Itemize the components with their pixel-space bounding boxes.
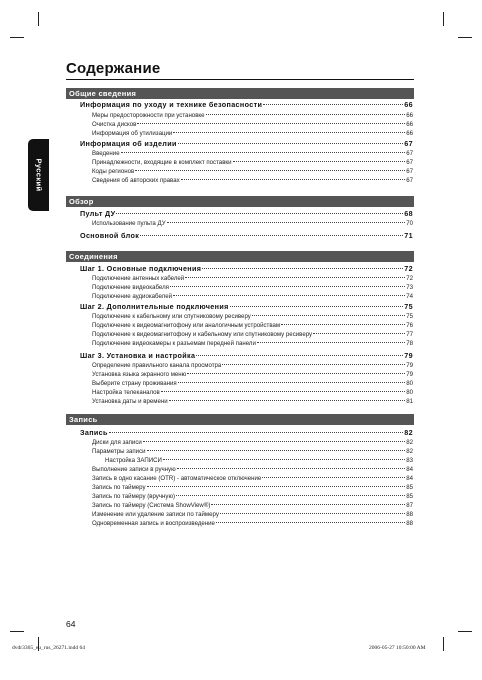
- toc-entry[interactable]: [92, 484, 413, 491]
- toc-leader-dots: [140, 235, 403, 236]
- toc-entry[interactable]: [92, 284, 413, 291]
- toc-entry-title: Подключение к кабельному или спутниковому ресиверу: [92, 313, 251, 320]
- crop-mark: [443, 12, 444, 26]
- toc-entry[interactable]: [92, 150, 413, 157]
- toc-entry-page: 68: [404, 209, 413, 218]
- toc-entry[interactable]: [92, 439, 413, 446]
- toc-leader-dots: [257, 342, 405, 343]
- toc-entry[interactable]: [92, 130, 413, 137]
- toc-entry[interactable]: [80, 351, 413, 360]
- toc-entry-page: 79: [406, 362, 413, 369]
- toc-entry-page: 74: [406, 293, 413, 300]
- toc-entry[interactable]: [80, 428, 413, 437]
- toc-entry[interactable]: [92, 112, 413, 119]
- toc-entry-page: 78: [406, 340, 413, 347]
- toc-entry[interactable]: [80, 209, 413, 218]
- toc-entry-page: 73: [406, 284, 413, 291]
- toc-entry[interactable]: [80, 100, 413, 109]
- toc-leader-dots: [178, 382, 406, 383]
- toc-entry-page: 70: [406, 220, 413, 227]
- toc-entry-page: 66: [406, 130, 413, 137]
- toc-entry-page: 85: [406, 493, 413, 500]
- toc-entry[interactable]: [92, 380, 413, 387]
- toc-entry[interactable]: [80, 231, 413, 240]
- toc-entry-title: Одновременная запись и воспроизведение: [92, 520, 215, 527]
- toc-leader-dots: [206, 114, 406, 115]
- toc-entry[interactable]: [92, 340, 413, 347]
- toc-entry-page: 67: [406, 177, 413, 184]
- toc-entry-title: Шаг 2. Дополнительные подключения: [80, 302, 229, 311]
- toc-leader-dots: [176, 495, 405, 496]
- crop-mark: [443, 637, 444, 651]
- toc-entry-title: Подключение к видеомагнитофону или аналогичным устройствам: [92, 322, 281, 329]
- toc-entry[interactable]: [92, 121, 413, 128]
- toc-entry-title: Выполнение записи в ручную: [92, 466, 176, 473]
- toc-entry-title: Пульт ДУ: [80, 209, 116, 218]
- toc-entry-page: 83: [406, 457, 413, 464]
- toc-entry-title: Шаг 3. Установка и настройка: [80, 351, 196, 360]
- toc-leader-dots: [173, 132, 405, 133]
- toc-leader-dots: [135, 170, 405, 171]
- toc-entry-title: Введение: [92, 150, 120, 157]
- toc-entry[interactable]: [80, 264, 413, 273]
- toc-entry[interactable]: [92, 275, 413, 282]
- toc-entry-page: 67: [406, 159, 413, 166]
- toc-leader-dots: [222, 364, 405, 365]
- toc-entry[interactable]: [92, 168, 413, 175]
- toc-entry[interactable]: [92, 493, 413, 500]
- toc-entry[interactable]: [92, 331, 413, 338]
- toc-entry-page: 72: [404, 264, 413, 273]
- toc-entry-page: 84: [406, 475, 413, 482]
- toc-leader-dots: [185, 277, 405, 278]
- toc-leader-dots: [233, 161, 406, 162]
- title-rule: [66, 79, 414, 80]
- toc-entry[interactable]: [92, 448, 413, 455]
- toc-leader-dots: [116, 213, 403, 214]
- toc-entry-page: 66: [406, 112, 413, 119]
- toc-entry[interactable]: [92, 475, 413, 482]
- toc-entry[interactable]: [92, 322, 413, 329]
- page-title: Содержание: [66, 60, 161, 77]
- toc-entry-title: Настройка телеканалов: [92, 389, 160, 396]
- toc-leader-dots: [252, 315, 405, 316]
- toc-entry-page: 75: [404, 302, 413, 311]
- section-header: Запись: [66, 414, 414, 425]
- toc-entry[interactable]: [92, 502, 413, 509]
- crop-mark: [10, 37, 24, 38]
- toc-leader-dots: [263, 104, 403, 105]
- toc-entry-title: Запись по таймеру (вручную): [92, 493, 176, 500]
- toc-entry[interactable]: [92, 466, 413, 473]
- toc-entry[interactable]: [92, 389, 413, 396]
- toc-entry-title: Параметры записи: [92, 448, 146, 455]
- toc-leader-dots: [196, 355, 403, 356]
- toc-leader-dots: [216, 522, 405, 523]
- toc-entry-title: Подключение аудиокабелей: [92, 293, 172, 300]
- toc-entry-title: Диски для записи: [92, 439, 142, 446]
- toc-leader-dots: [170, 286, 405, 287]
- toc-leader-dots: [262, 477, 405, 478]
- toc-entry[interactable]: [92, 362, 413, 369]
- toc-entry-page: 88: [406, 511, 413, 518]
- toc-leader-dots: [167, 222, 406, 223]
- toc-entry-title: Информация об утилизации: [92, 130, 173, 137]
- toc-entry-title: Коды регионов: [92, 168, 135, 175]
- toc-entry-title: Шаг 1. Основные подключения: [80, 264, 202, 273]
- toc-entry[interactable]: [92, 177, 413, 184]
- toc-leader-dots: [313, 333, 405, 334]
- toc-entry-page: 66: [404, 100, 413, 109]
- page-number: 64: [66, 619, 76, 629]
- toc-entry-title: Использование пульта ДУ: [92, 220, 166, 227]
- toc-entry[interactable]: [105, 457, 413, 464]
- toc-entry-title: Установка даты и времени: [92, 398, 168, 405]
- section-2: [66, 251, 414, 262]
- toc-entry[interactable]: [92, 159, 413, 166]
- toc-leader-dots: [137, 123, 405, 124]
- toc-entry-page: 82: [406, 448, 413, 455]
- toc-entry-page: 77: [406, 331, 413, 338]
- toc-entry-page: 80: [406, 380, 413, 387]
- crop-mark: [10, 631, 24, 632]
- toc-entry-title: Сведения об авторских правах: [92, 177, 180, 184]
- toc-entry-title: Очистка дисков: [92, 121, 137, 128]
- toc-entry-page: 85: [406, 484, 413, 491]
- toc-entry-title: Подключение видеокабеля: [92, 284, 169, 291]
- toc-entry-page: 79: [404, 351, 413, 360]
- toc-entry-page: 67: [404, 139, 413, 148]
- toc-entry[interactable]: [80, 139, 413, 148]
- toc-entry-page: 72: [406, 275, 413, 282]
- toc-leader-dots: [147, 486, 406, 487]
- toc-leader-dots: [211, 504, 405, 505]
- toc-leader-dots: [181, 179, 406, 180]
- toc-leader-dots: [163, 459, 405, 460]
- toc-entry-title: Информация по уходу и технике безопасности: [80, 100, 263, 109]
- toc-leader-dots: [173, 295, 405, 296]
- toc-entry-title: Запись в одно касание (OTR) - автоматическое отключение: [92, 475, 262, 482]
- toc-leader-dots: [161, 391, 405, 392]
- toc-leader-dots: [178, 143, 404, 144]
- toc-entry-page: 79: [406, 371, 413, 378]
- toc-entry[interactable]: [92, 371, 413, 378]
- toc-entry-title: Запись по таймеру: [92, 484, 146, 491]
- toc-entry-title: Информация об изделии: [80, 139, 177, 148]
- toc-entry[interactable]: [92, 220, 413, 227]
- section-header: Обзор: [66, 196, 414, 207]
- section-0: [66, 88, 414, 99]
- toc-leader-dots: [177, 468, 406, 469]
- section-header: Соединения: [66, 251, 414, 262]
- toc-entry-page: 71: [404, 231, 413, 240]
- toc-leader-dots: [109, 432, 404, 433]
- crop-mark: [38, 12, 39, 26]
- toc-entry[interactable]: [92, 520, 413, 527]
- toc-entry-title: Выберите страну проживания: [92, 380, 177, 387]
- toc-entry-title: Меры предосторожности при установке: [92, 112, 205, 119]
- toc-leader-dots: [121, 152, 406, 153]
- toc-leader-dots: [220, 513, 405, 514]
- toc-entry-title: Настройка ЗАПИСИ: [105, 457, 162, 464]
- toc-entry-title: Запись по таймеру (Система ShowView®): [92, 502, 211, 509]
- toc-entry-title: Основной блок: [80, 231, 140, 240]
- toc-entry-page: 84: [406, 466, 413, 473]
- section-header: Общие сведения: [66, 88, 414, 99]
- toc-entry-title: Определение правильного канала просмотра: [92, 362, 222, 369]
- footer-timestamp: 2006-05-27 10:50:00 AM: [369, 645, 426, 651]
- toc-entry-page: 67: [406, 168, 413, 175]
- language-tab-label: Русский: [34, 158, 43, 192]
- toc-entry[interactable]: [92, 293, 413, 300]
- footer-file-info: dvdr3365_eu_rus_26271.indd 64: [12, 645, 86, 651]
- toc-entry[interactable]: [92, 313, 413, 320]
- toc-entry-title: Запись: [80, 428, 108, 437]
- toc-leader-dots: [169, 400, 406, 401]
- toc-entry-title: Подключение антенных кабелей: [92, 275, 185, 282]
- toc-entry-page: 67: [406, 150, 413, 157]
- toc-entry-page: 80: [406, 389, 413, 396]
- crop-mark: [458, 631, 472, 632]
- toc-leader-dots: [230, 306, 404, 307]
- toc-entry-page: 82: [404, 428, 413, 437]
- toc-entry-page: 66: [406, 121, 413, 128]
- toc-entry-title: Принадлежности, входящие в комплект поставки: [92, 159, 232, 166]
- toc-entry-title: Изменение или удаление записи по таймеру: [92, 511, 219, 518]
- toc-entry-title: Установка языка экранного меню: [92, 371, 187, 378]
- toc-entry-title: Подключение видеокамеры к разъемам передней панели: [92, 340, 256, 347]
- toc-leader-dots: [187, 373, 405, 374]
- toc-entry[interactable]: [80, 302, 413, 311]
- toc-entry-title: Подключение к видеомагнитофону и кабельному или спутниковому ресиверу: [92, 331, 313, 338]
- toc-entry-page: 76: [406, 322, 413, 329]
- toc-leader-dots: [143, 441, 405, 442]
- toc-entry[interactable]: [92, 398, 413, 405]
- crop-mark: [458, 37, 472, 38]
- language-tab: [28, 139, 49, 211]
- toc-entry-page: 75: [406, 313, 413, 320]
- toc-leader-dots: [147, 450, 406, 451]
- toc-leader-dots: [202, 268, 403, 269]
- toc-entry-page: 82: [406, 439, 413, 446]
- toc-entry-page: 88: [406, 520, 413, 527]
- section-1: [66, 196, 414, 207]
- toc-entry[interactable]: [92, 511, 413, 518]
- toc-entry-page: 81: [406, 398, 413, 405]
- toc-leader-dots: [281, 324, 405, 325]
- section-3: [66, 414, 414, 425]
- toc-entry-page: 87: [406, 502, 413, 509]
